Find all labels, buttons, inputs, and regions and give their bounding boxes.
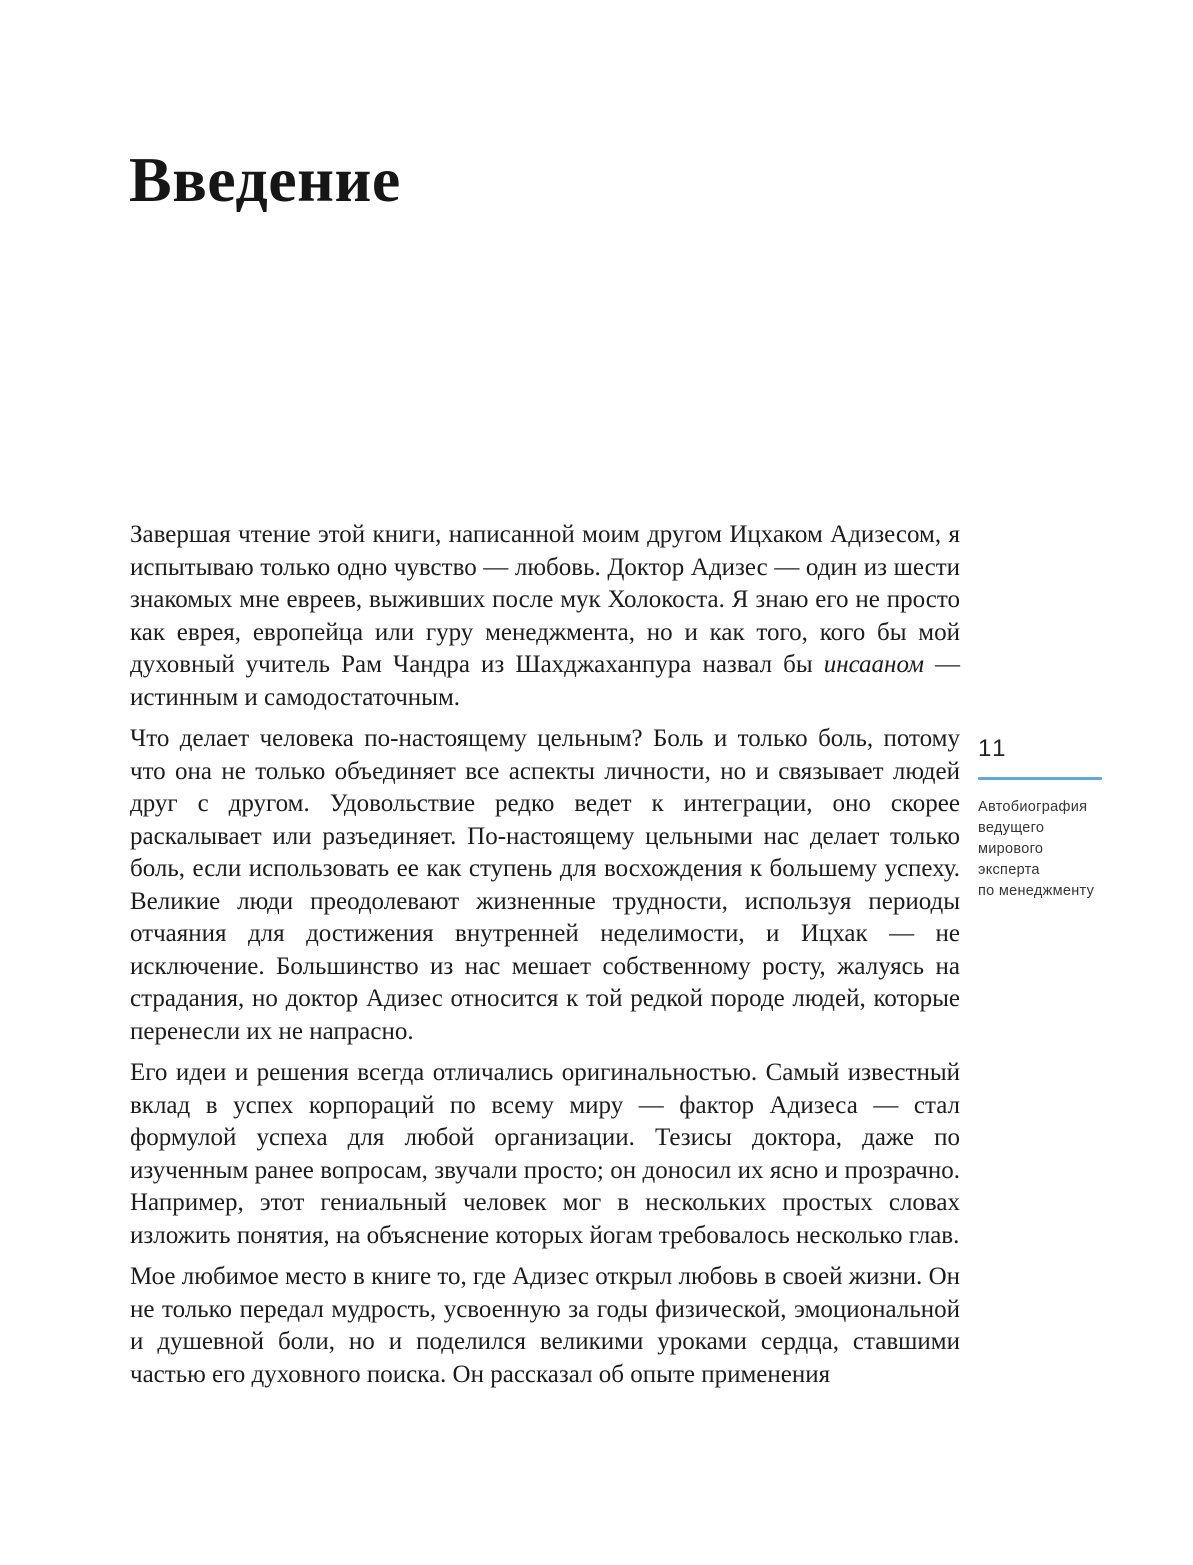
divider-line xyxy=(978,777,1102,780)
margin-note-line: Автобиография xyxy=(978,799,1088,815)
page-number: 11 xyxy=(978,735,1008,762)
margin-note-line: по менеджменту xyxy=(978,883,1095,899)
body-text xyxy=(130,519,960,1391)
paragraph: Его идеи и решения всегда отличались оригинальностью. Самый известный вклад в успех корпораций по всему миру — фактор Адизеса — стал формулой успеха для любой организации. Тезисы доктора, даже по изученным ранее вопросам, звучали просто; он доносил их ясно и прозрачно. Например, этот гениальный человек мог в нескольких простых словах изложить понятия, на объяснение которых йогам требовалось несколько глав. xyxy=(130,1059,960,1249)
margin-note-line: ведущего xyxy=(978,820,1045,836)
paragraph-text: — истинным и самодостаточным. xyxy=(130,651,961,711)
paragraph xyxy=(130,519,960,714)
emphasis-word: инсааном xyxy=(823,651,924,678)
margin-sidebar xyxy=(978,735,1148,902)
paragraph: Мое любимое место в книге то, где Адизес открыл любовь в своей жизни. Он не только передал мудрость, усвоенную за годы физической, эмоциональной и душевной боли, но и поделился великими уроками сердца, ставшими частью его духовного поиска. Он рассказал об опыте применения xyxy=(130,1263,960,1388)
paragraph: Что делает человека по-настоящему цельным? Боль и только боль, потому что она не только объединяет все аспекты личности, но и связывает людей друг с другом. Удовольствие редко ведет к интеграции, оно скорее раскалывает или разъединяет. По-настоящему цельными нас делает только боль, если использовать ее как ступень для восхождения к большему успеху. Великие люди преодолевают жизненные трудности, используя периоды отчаяния для достижения внутренней неделимости, и Ицхак — не исключение. Большинство из нас мешает собственному росту, жалуясь на страдания, но доктор Адизес относится к той редкой породе людей, которые перенесли их не напрасно. xyxy=(130,725,960,1045)
paragraph-text: Завершая чтение этой книги, написанной моим другом Ицхаком Адизесом, я испытываю только одно чувство — любовь. Доктор Адизес — один из шести знакомых мне евреев, выживших после мук Холокоста. Я знаю его не просто как еврея, европейца или гуру менеджмента, но и как того, кого бы мой духовный учитель Рам Чандра из Шахджаханпура назвал бы xyxy=(130,521,960,678)
chapter-title: Введение xyxy=(129,144,401,215)
margin-note-line: мирового xyxy=(978,841,1044,857)
margin-note xyxy=(978,797,1148,902)
margin-note-line: эксперта xyxy=(978,862,1040,878)
